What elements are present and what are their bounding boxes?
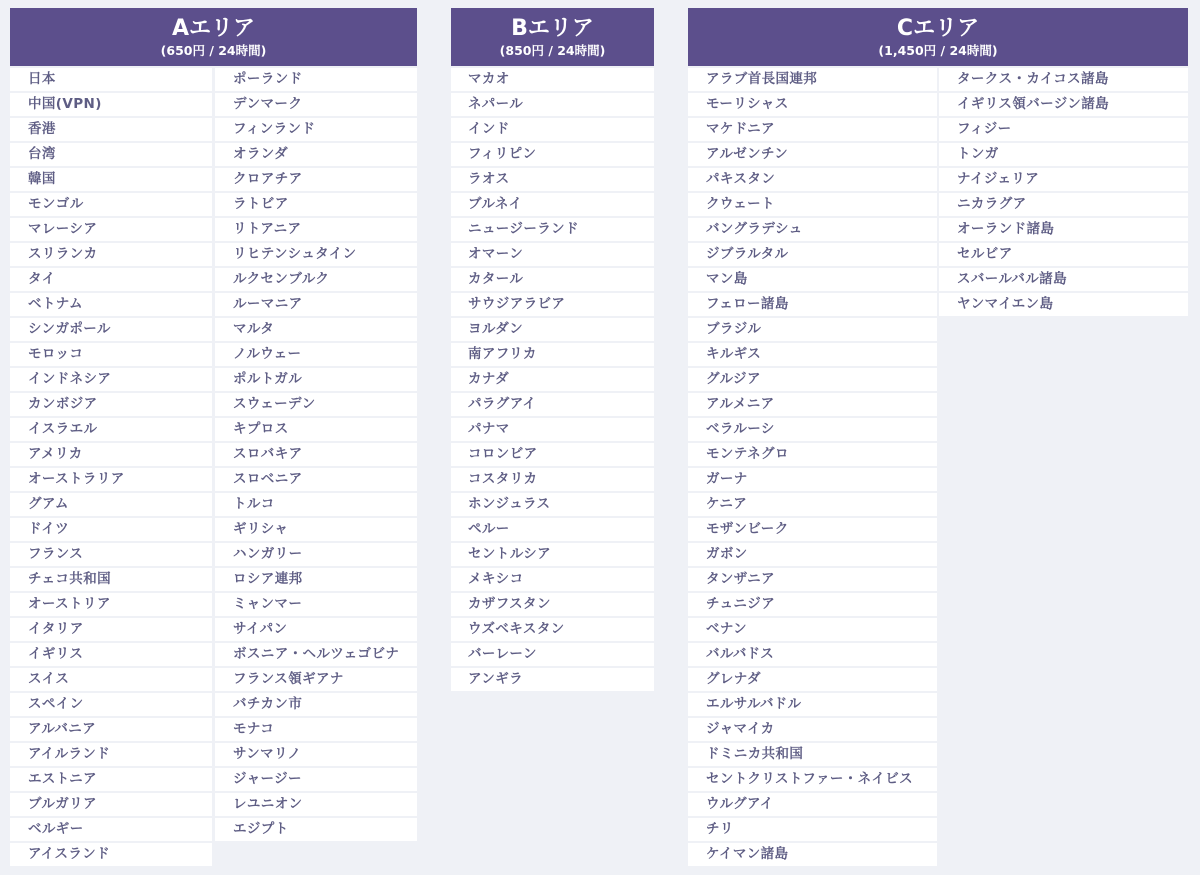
country-item: ベラルーシ xyxy=(688,418,937,441)
country-item: ケイマン諸島 xyxy=(688,843,937,866)
country-item: モロッコ xyxy=(10,343,212,366)
country-item: カナダ xyxy=(451,368,654,391)
country-item: マン島 xyxy=(688,268,937,291)
country-item: ミャンマー xyxy=(215,593,417,616)
country-item: ノルウェー xyxy=(215,343,417,366)
country-item: ベナン xyxy=(688,618,937,641)
country-item: タンザニア xyxy=(688,568,937,591)
country-item: ルーマニア xyxy=(215,293,417,316)
country-item: ガーナ xyxy=(688,468,937,491)
area-c-country-list xyxy=(688,66,1188,866)
country-item: ギリシャ xyxy=(215,518,417,541)
country-item: モンテネグロ xyxy=(688,443,937,466)
country-item: バングラデシュ xyxy=(688,218,937,241)
area-a-column-1 xyxy=(10,66,212,866)
country-item: リトアニア xyxy=(215,218,417,241)
country-item: ジャマイカ xyxy=(688,718,937,741)
country-item: ロシア連邦 xyxy=(215,568,417,591)
area-a-panel xyxy=(10,8,417,866)
country-item: フィジー xyxy=(939,118,1188,141)
country-item: ラトビア xyxy=(215,193,417,216)
country-item: チリ xyxy=(688,818,937,841)
country-item: スリランカ xyxy=(10,243,212,266)
country-item: モーリシャス xyxy=(688,93,937,116)
area-b-price: (850円 / 24時間) xyxy=(499,43,606,58)
area-a-country-list xyxy=(10,66,417,866)
country-item: ラオス xyxy=(451,168,654,191)
country-item: モナコ xyxy=(215,718,417,741)
country-item: コスタリカ xyxy=(451,468,654,491)
country-item: イスラエル xyxy=(10,418,212,441)
country-item: カタール xyxy=(451,268,654,291)
country-item: ニカラグア xyxy=(939,193,1188,216)
area-c-column-1 xyxy=(688,66,937,866)
country-item: アイスランド xyxy=(10,843,212,866)
country-item: オマーン xyxy=(451,243,654,266)
area-b-column-1 xyxy=(451,66,654,691)
country-item: ジャージー xyxy=(215,768,417,791)
country-item: グアム xyxy=(10,493,212,516)
country-item: ネパール xyxy=(451,93,654,116)
area-b-panel xyxy=(451,8,654,691)
country-item: ヨルダン xyxy=(451,318,654,341)
country-item: ウルグアイ xyxy=(688,793,937,816)
country-item: パラグアイ xyxy=(451,393,654,416)
country-item: チェコ共和国 xyxy=(10,568,212,591)
country-item: エルサルバドル xyxy=(688,693,937,716)
area-c-title: Cエリア xyxy=(896,16,980,41)
country-item: アメリカ xyxy=(10,443,212,466)
country-item: グレナダ xyxy=(688,668,937,691)
country-item: アンギラ xyxy=(451,668,654,691)
area-a-price: (650円 / 24時間) xyxy=(160,43,267,58)
country-item: バチカン市 xyxy=(215,693,417,716)
country-item: サウジアラビア xyxy=(451,293,654,316)
country-item: ニュージーランド xyxy=(451,218,654,241)
country-item: トルコ xyxy=(215,493,417,516)
area-c-header xyxy=(688,8,1188,66)
country-item: モザンビーク xyxy=(688,518,937,541)
area-b-header xyxy=(451,8,654,66)
area-a-title: Aエリア xyxy=(171,16,256,41)
country-item: サイパン xyxy=(215,618,417,641)
country-item: リヒテンシュタイン xyxy=(215,243,417,266)
country-item: スイス xyxy=(10,668,212,691)
country-item: セルビア xyxy=(939,243,1188,266)
country-item: オーランド諸島 xyxy=(939,218,1188,241)
country-item: イギリス xyxy=(10,643,212,666)
country-item: ケニア xyxy=(688,493,937,516)
country-item: スペイン xyxy=(10,693,212,716)
country-item: スウェーデン xyxy=(215,393,417,416)
country-item: ヤンマイエン島 xyxy=(939,293,1188,316)
country-item: パキスタン xyxy=(688,168,937,191)
country-item: アルメニア xyxy=(688,393,937,416)
country-item: マルタ xyxy=(215,318,417,341)
country-item: ポーランド xyxy=(215,68,417,91)
country-item: スロベニア xyxy=(215,468,417,491)
area-c-panel xyxy=(688,8,1188,866)
country-item: イギリス領バージン諸島 xyxy=(939,93,1188,116)
country-item: ブラジル xyxy=(688,318,937,341)
country-item: ナイジェリア xyxy=(939,168,1188,191)
country-item: ポルトガル xyxy=(215,368,417,391)
country-item: 台湾 xyxy=(10,143,212,166)
country-item: カザフスタン xyxy=(451,593,654,616)
country-item: ハンガリー xyxy=(215,543,417,566)
country-item: イタリア xyxy=(10,618,212,641)
area-b-country-list xyxy=(451,66,654,691)
country-item: マレーシア xyxy=(10,218,212,241)
country-item: キルギス xyxy=(688,343,937,366)
country-item: 香港 xyxy=(10,118,212,141)
country-item: オランダ xyxy=(215,143,417,166)
country-item: 中国(VPN) xyxy=(10,93,212,116)
area-b-title: Bエリア xyxy=(511,16,594,41)
country-item: インドネシア xyxy=(10,368,212,391)
country-item: スロバキア xyxy=(215,443,417,466)
area-a-header xyxy=(10,8,417,66)
country-item: シンガポール xyxy=(10,318,212,341)
country-item: アイルランド xyxy=(10,743,212,766)
country-item: ホンジュラス xyxy=(451,493,654,516)
country-item: オーストリア xyxy=(10,593,212,616)
area-c-price: (1,450円 / 24時間) xyxy=(878,43,998,58)
country-item: トンガ xyxy=(939,143,1188,166)
country-item: ドイツ xyxy=(10,518,212,541)
country-item: ドミニカ共和国 xyxy=(688,743,937,766)
country-item: キプロス xyxy=(215,418,417,441)
country-item: ペルー xyxy=(451,518,654,541)
country-item: フィリピン xyxy=(451,143,654,166)
country-item: セントルシア xyxy=(451,543,654,566)
country-item: ベトナム xyxy=(10,293,212,316)
country-item: クロアチア xyxy=(215,168,417,191)
country-item: アルゼンチン xyxy=(688,143,937,166)
country-item: オーストラリア xyxy=(10,468,212,491)
country-item: デンマーク xyxy=(215,93,417,116)
country-item: ブルガリア xyxy=(10,793,212,816)
country-item: ベルギー xyxy=(10,818,212,841)
country-item: バルバドス xyxy=(688,643,937,666)
country-item: レユニオン xyxy=(215,793,417,816)
country-item: スバールバル諸島 xyxy=(939,268,1188,291)
country-item: ボスニア・ヘルツェゴビナ xyxy=(215,643,417,666)
country-item: フランス xyxy=(10,543,212,566)
area-c-column-2 xyxy=(939,66,1188,316)
country-item: コロンビア xyxy=(451,443,654,466)
country-item: マケドニア xyxy=(688,118,937,141)
country-item: ウズベキスタン xyxy=(451,618,654,641)
country-item: タークス・カイコス諸島 xyxy=(939,68,1188,91)
country-item: サンマリノ xyxy=(215,743,417,766)
country-item: マカオ xyxy=(451,68,654,91)
country-item: アルバニア xyxy=(10,718,212,741)
country-item: カンボジア xyxy=(10,393,212,416)
country-item: タイ xyxy=(10,268,212,291)
area-a-column-2 xyxy=(215,66,417,841)
country-item: アラブ首長国連邦 xyxy=(688,68,937,91)
country-item: セントクリストファー・ネイビス xyxy=(688,768,937,791)
country-item: ルクセンブルク xyxy=(215,268,417,291)
country-item: バーレーン xyxy=(451,643,654,666)
country-item: フランス領ギアナ xyxy=(215,668,417,691)
country-item: 南アフリカ xyxy=(451,343,654,366)
country-item: エストニア xyxy=(10,768,212,791)
country-item: グルジア xyxy=(688,368,937,391)
country-item: クウェート xyxy=(688,193,937,216)
country-item: ジブラルタル xyxy=(688,243,937,266)
country-item: パナマ xyxy=(451,418,654,441)
country-item: フィンランド xyxy=(215,118,417,141)
country-item: 日本 xyxy=(10,68,212,91)
country-item: フェロー諸島 xyxy=(688,293,937,316)
country-item: エジプト xyxy=(215,818,417,841)
country-item: メキシコ xyxy=(451,568,654,591)
country-item: 韓国 xyxy=(10,168,212,191)
country-item: ブルネイ xyxy=(451,193,654,216)
country-item: モンゴル xyxy=(10,193,212,216)
country-item: チュニジア xyxy=(688,593,937,616)
country-item: ガボン xyxy=(688,543,937,566)
country-item: インド xyxy=(451,118,654,141)
